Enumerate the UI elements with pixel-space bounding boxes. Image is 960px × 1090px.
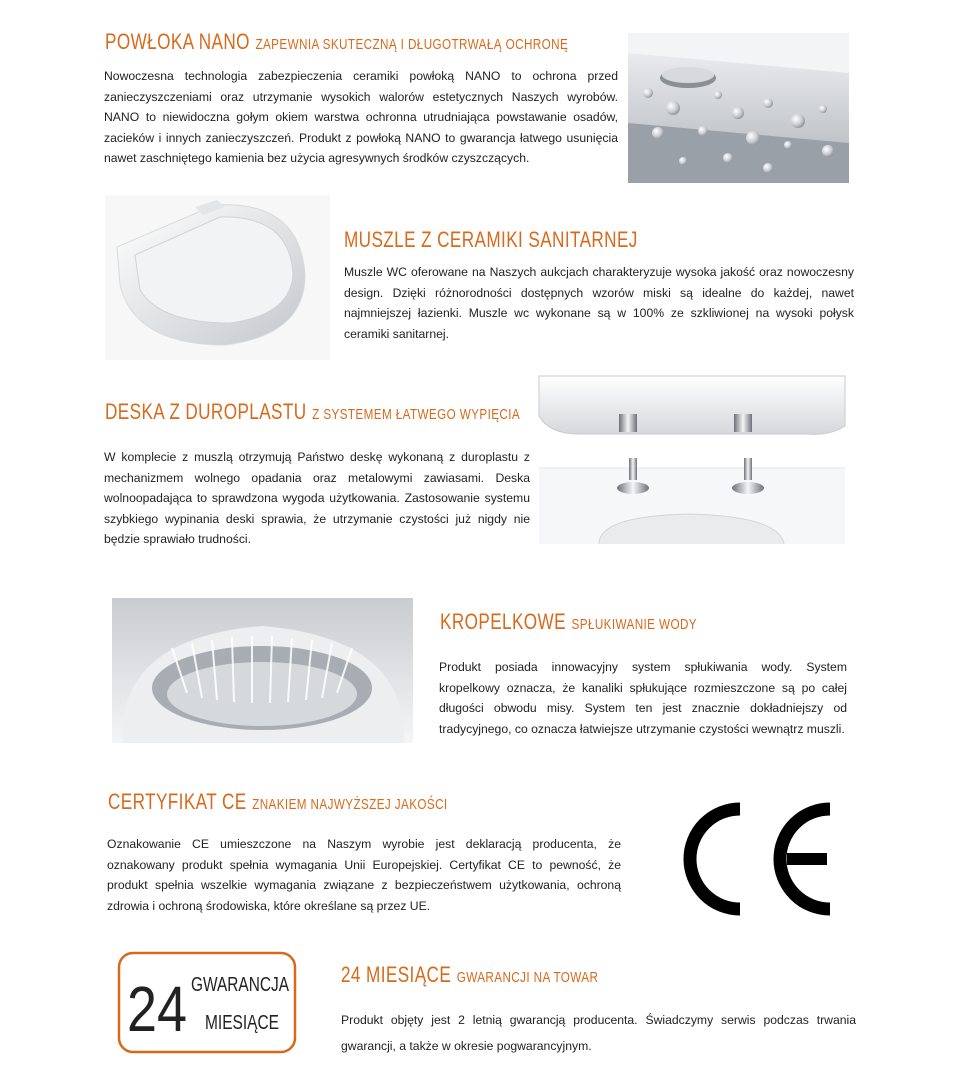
text-flush: Produkt posiada innowacyjny system spłukiwania wody. System kropelkowy oznacza, że kanaliki spłukujące rozmieszczone są po całej długości obwodu misy. System ten jest znacznie dokładniejszy od tradycyjnego, co oznacza łatwiejsze utrzymanie czystości wewnątrz muszli. xyxy=(439,660,847,736)
heading-seat-big: DESKA Z DUROPLASTU xyxy=(105,399,307,424)
badge-number: 24 xyxy=(127,973,187,1045)
heading-nano xyxy=(105,28,568,56)
text-bowls: Muszle WC oferowane na Naszych aukcjach charakteryzuje wysoka jakość oraz nowoczesny design. Dzięki różnorodności dostępnych wzorów miski są idealne do każdej, nawet najmniejszej łazienki. Muszle wc wykonane są w 100% ze szkliwionej na wysoki połysk ceramiki sanitarnej. xyxy=(344,265,854,341)
text-warranty: Produkt objęty jest 2 letnią gwarancją producenta. Świadczymy serwis podczas trwania gwarancji, a także w okresie pogwarancyjnym. xyxy=(341,1013,856,1053)
heading-ce-small: ZNAKIEM NAJWYŻSZEJ JAKOŚCI xyxy=(252,796,448,813)
heading-seat xyxy=(105,398,520,426)
heading-warranty xyxy=(341,961,598,989)
toilet-bowl-image xyxy=(105,195,330,360)
ce-mark-icon xyxy=(682,803,837,915)
heading-warranty-big: 24 MIESIĄCE xyxy=(341,962,452,987)
heading-flush xyxy=(440,608,697,636)
heading-nano-big: POWŁOKA NANO xyxy=(105,29,250,54)
heading-ce xyxy=(108,788,448,816)
text-seat: W komplecie z muszlą otrzymują Państwo deskę wykonaną z duroplastu z mechanizmem wolnego opadania oraz metalowymi zawiasami. Deska wolnoopadająca to sprawdzona wygoda użytkowania. Zastosowanie systemu szybkiego wypinania deski sprawia, że utrzymanie czystości już nigdy nie będzie sprawiało trudności. xyxy=(104,450,530,546)
text-ce: Oznakowanie CE umieszczone na Naszym wyrobie jest deklaracją producenta, że oznakowany produkt spełnia wymagania Unii Europejskiej. Certyfikat CE to pewność, że produkt spełnia wszelkie wymagania związane z bezpieczeństwem użytkowania, ochroną zdrowia i ochroną środowiska, które określane są przez UE. xyxy=(107,837,621,913)
warranty-badge-icon xyxy=(117,951,297,1054)
nano-droplets-image xyxy=(628,33,849,183)
badge-line2: MIESIĄCE xyxy=(205,1012,279,1034)
text-nano: Nowoczesna technologia zabezpieczenia ceramiki powłoką NANO to ochrona przed zanieczyszczeniami oraz utrzymanie wysokich walorów estetycznych Naszych wyrobów. NANO to niewidoczna gołym okiem warstwa ochronna utrudniająca powstawanie osadów, zacieków i innych zanieczyszczeń. Produkt z powłoką NANO to gwarancja łatwego usunięcia nawet zaschniętego kamienia bez użycia agresywnych środków czyszczących. xyxy=(104,69,618,165)
heading-ce-big: CERTYFIKAT CE xyxy=(108,789,247,814)
heading-bowls xyxy=(344,226,638,254)
heading-bowls-big: MUSZLE Z CERAMIKI SANITARNEJ xyxy=(344,227,638,252)
heading-seat-small: Z SYSTEMEM ŁATWEGO WYPIĘCIA xyxy=(312,406,521,423)
rimless-flush-image xyxy=(112,598,413,743)
seat-hinge-image xyxy=(539,376,845,544)
heading-flush-small: SPŁUKIWANIE WODY xyxy=(571,616,697,633)
heading-warranty-small: GWARANCJI NA TOWAR xyxy=(456,969,599,986)
badge-line1: GWARANCJA xyxy=(191,974,290,996)
heading-nano-small: ZAPEWNIA SKUTECZNĄ I DŁUGOTRWAŁĄ OCHRONĘ xyxy=(255,36,569,53)
heading-flush-big: KROPELKOWE xyxy=(440,609,566,634)
